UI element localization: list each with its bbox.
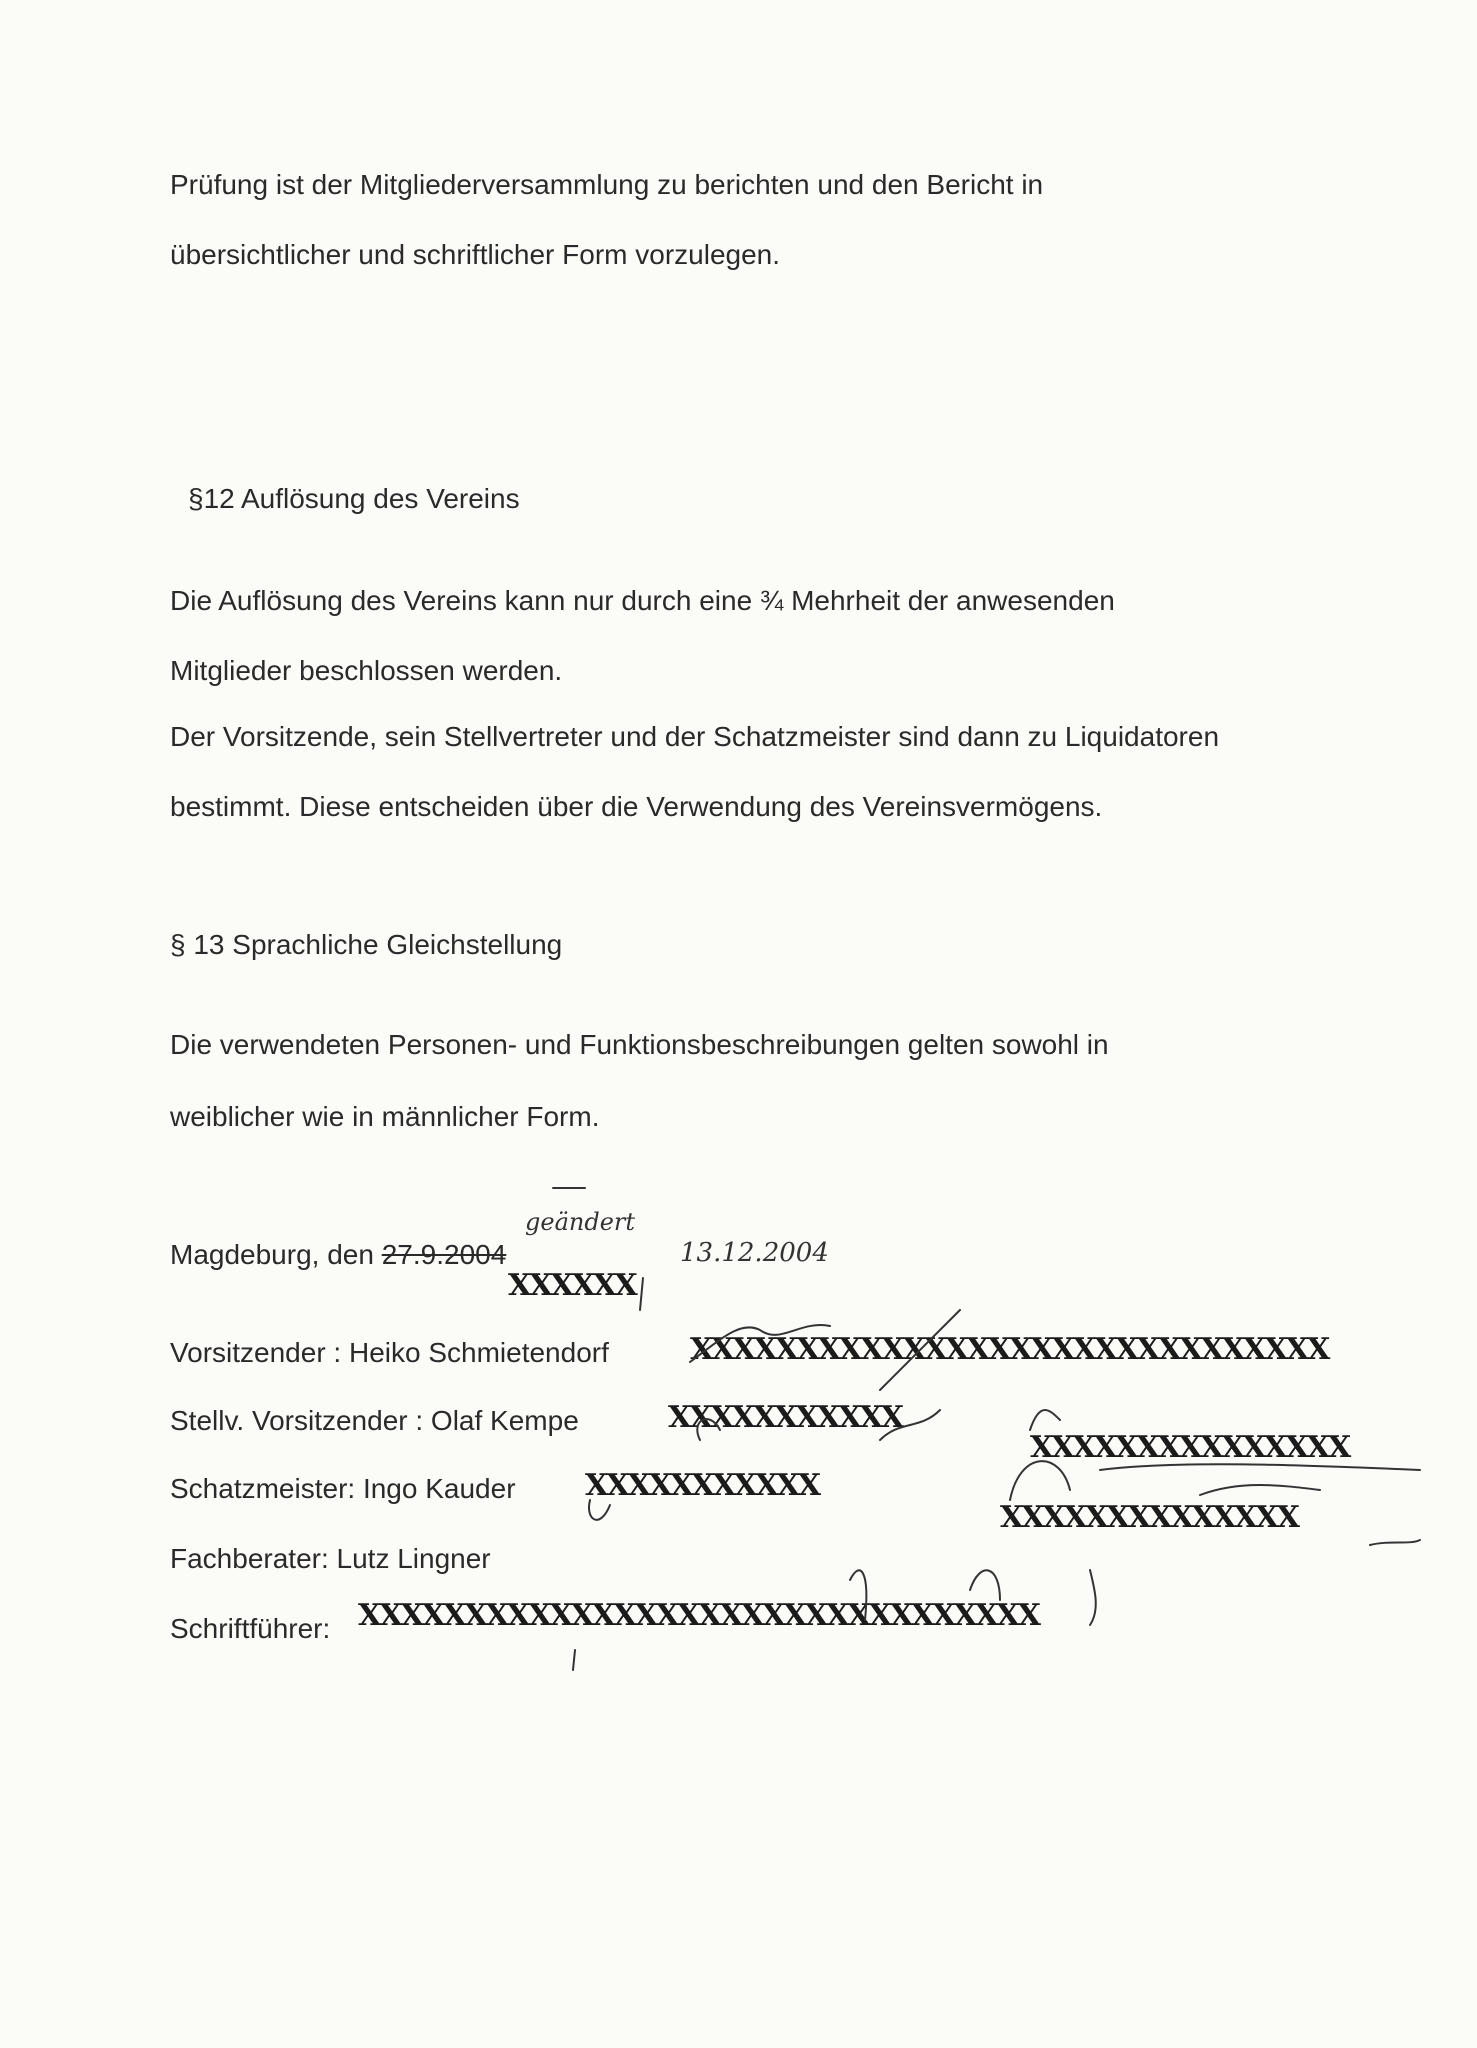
signature-redaction-chair: XXXXXXXXXXXXXXXXXXXXXXXXXXXXXX — [690, 1332, 1329, 1367]
intro-line-1: Prüfung ist der Mitgliederversammlung zu berichten und den Bericht in — [170, 169, 1044, 200]
place-prefix: Magdeburg, den — [170, 1239, 374, 1270]
signature-redaction-vice-chair: XXXXXXXXXXX — [668, 1400, 903, 1435]
role-line-secretary: Schriftführer: — [170, 1613, 331, 1644]
role-line-chair: Vorsitzender : Heiko Schmietendorf — [170, 1337, 609, 1368]
signature-redaction-secretary: XXXXXXXXXXXXXXXXXXXXXXXXXXXXXXXX — [358, 1598, 1039, 1633]
old-date: 27.9.2004 — [381, 1239, 507, 1270]
section-12-heading: §12 Auflösung des Vereins — [188, 483, 520, 514]
intro-line-2: übersichtlicher und schriftlicher Form vorzulegen. — [170, 239, 781, 270]
section-12-line-4: bestimmt. Diese entscheiden über die Verwendung des Vereinsvermögens. — [170, 791, 1103, 822]
role-line-advisor: Fachberater: Lutz Lingner — [170, 1543, 491, 1574]
role-line-vice-chair: Stellv. Vorsitzender : Olaf Kempe — [170, 1405, 579, 1436]
section-12-line-2: Mitglieder beschlossen werden. — [170, 655, 563, 686]
section-13-line-2: weiblicher wie in männlicher Form. — [170, 1101, 600, 1132]
section-12-line-3: Der Vorsitzende, sein Stellvertreter und der Schatzmeister sind dann zu Liquidatoren — [170, 721, 1220, 752]
section-12-line-1: Die Auflösung des Vereins kann nur durch eine ¾ Mehrheit der anwesenden — [170, 585, 1115, 616]
new-date: 13.12.2004 — [680, 1238, 829, 1268]
signature-redaction-right-2: XXXXXXXXXXXXXX — [1000, 1500, 1298, 1535]
signature-redaction-treasurer: XXXXXXXXXXX — [585, 1468, 820, 1503]
date-initials-redaction: XXXXXX — [508, 1268, 636, 1303]
section-13-line-1: Die verwendeten Personen- und Funktionsbeschreibungen gelten sowohl in — [170, 1029, 1109, 1060]
handwritten-note: geändert — [525, 1208, 636, 1236]
section-13-heading: § 13 Sprachliche Gleichstellung — [170, 929, 563, 960]
place-date-line — [170, 1238, 506, 1272]
role-line-treasurer: Schatzmeister: Ingo Kauder — [170, 1473, 516, 1504]
signature-redaction-right-1: XXXXXXXXXXXXXXX — [1030, 1430, 1350, 1465]
